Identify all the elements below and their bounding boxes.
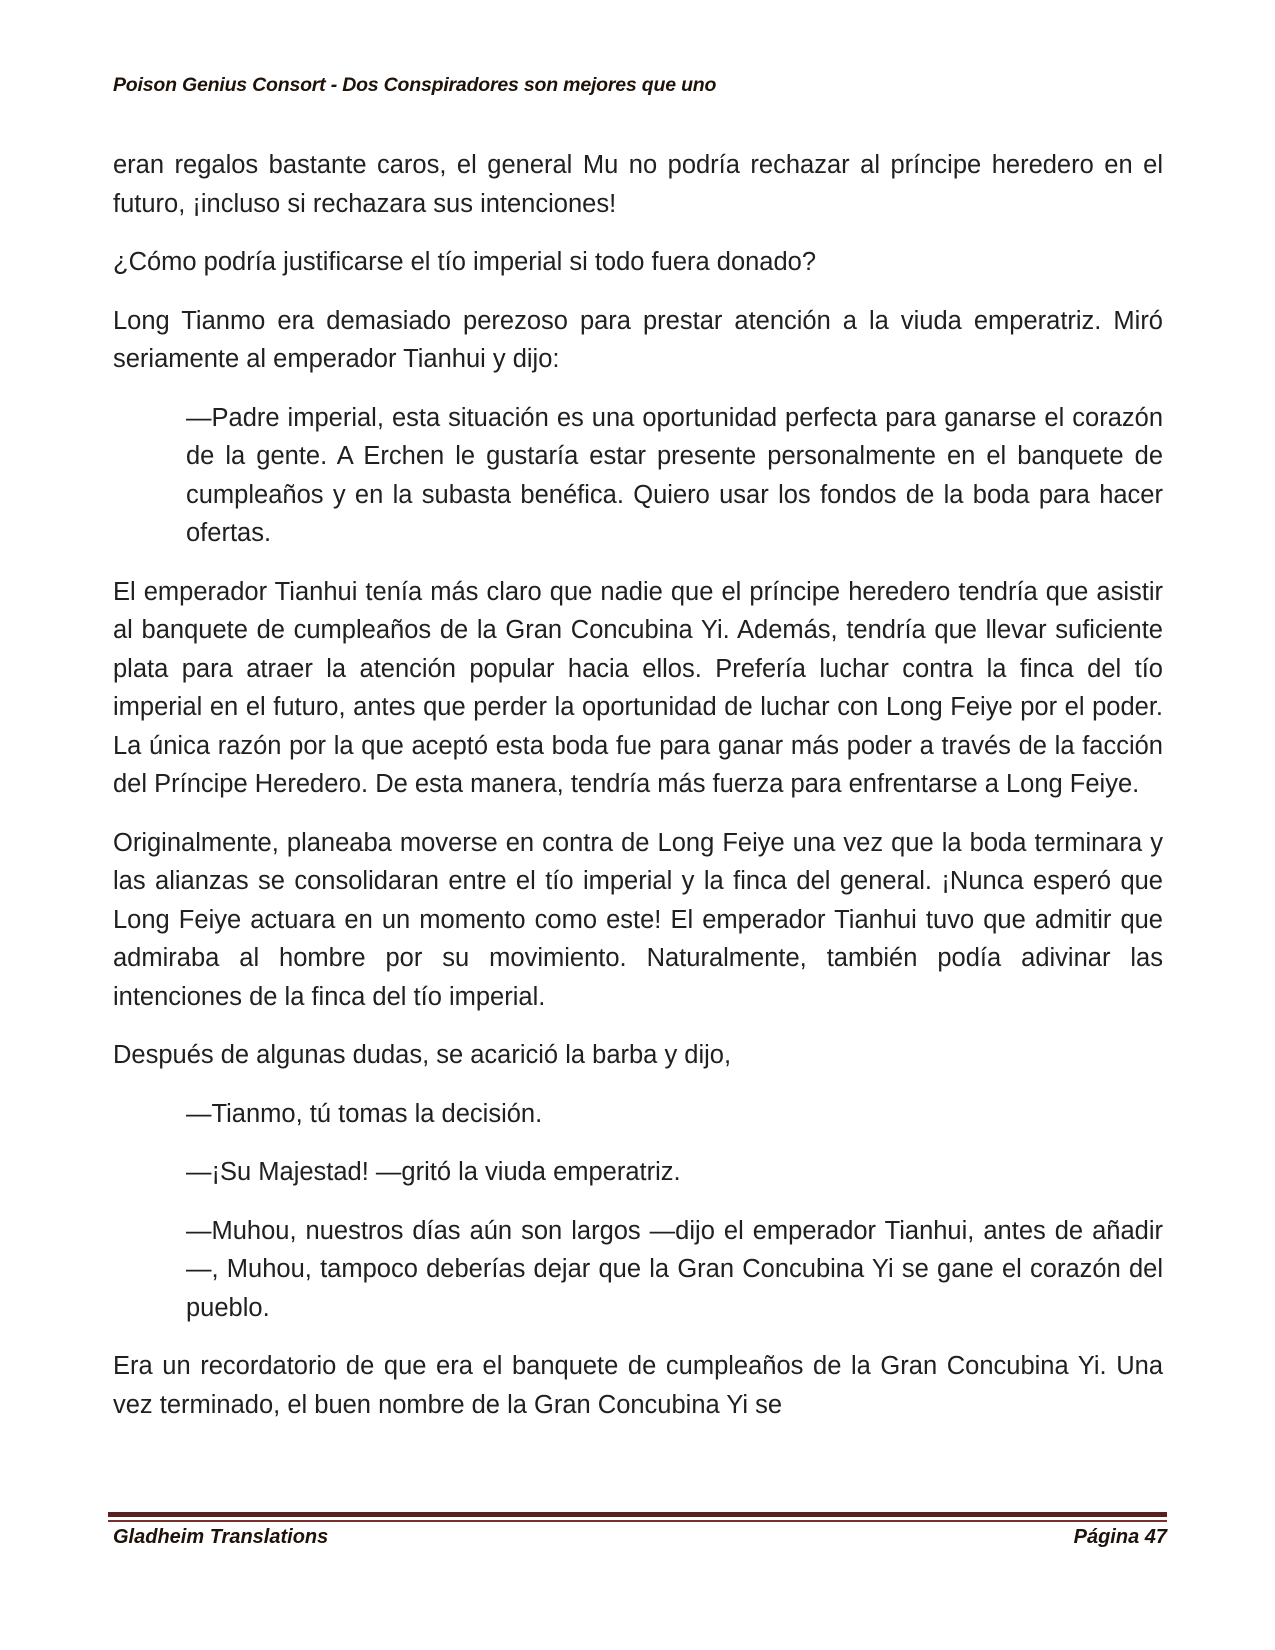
dialogue-paragraph: —Muhou, nuestros días aún son largos —dijo el emperador Tianhui, antes de añadir—, Muhou, tampoco deberías dejar que la Gran Concubina Yi se gane el corazón del pueblo. — [186, 1216, 1163, 1322]
dialogue-paragraph: —Tianmo, tú tomas la decisión. — [186, 1099, 543, 1128]
paragraph: eran regalos bastante caros, el general Mu no podría rechazar al príncipe heredero en el futuro, ¡incluso si rechazara sus intenciones! — [113, 151, 1163, 218]
dialogue-paragraph: —¡Su Majestad! —gritó la viuda emperatriz. — [186, 1158, 681, 1186]
page-body — [113, 146, 1163, 1424]
footer-rule-thick — [108, 1512, 1167, 1517]
dialogue-paragraph: —Padre imperial, esta situación es una oportunidad perfecta para ganarse el corazón de la gente. A Erchen le gustaría estar presente personalmente en el banquete de cumpleaños y en la subasta benéfica. Quiero usar los fondos de la boda para hacer ofertas. — [186, 403, 1163, 547]
footer-page-number: Página 47 — [1073, 1526, 1167, 1548]
paragraph: Después de algunas dudas, se acarició la barba y dijo, — [113, 1041, 732, 1069]
footer-translator: Gladheim Translations — [113, 1526, 329, 1548]
paragraph: Long Tianmo era demasiado perezoso para prestar atención a la viuda emperatriz. Miró seriamente al emperador Tianhui y dijo: — [113, 306, 1163, 373]
footer-rule-thin — [108, 1520, 1167, 1522]
paragraph: ¿Cómo podría justificarse el tío imperial si todo fuera donado? — [113, 248, 817, 276]
paragraph: El emperador Tianhui tenía más claro que nadie que el príncipe heredero tendría que asistir al banquete de cumpleaños de la Gran Concubina Yi. Además, tendría que llevar suficiente plata para atraer la atención popular hacia ellos. Prefería luchar contra la finca del tío imperial en el futuro, antes que perder la oportunidad de luchar con Long Feiye por el poder. La única razón por la que aceptó esta boda fue para ganar más poder a través de la facción del Príncipe Heredero. De esta manera, tendría más fuerza para enfrentarse a Long Feiye. — [113, 577, 1163, 798]
running-header: Poison Genius Consort - Dos Conspiradores son mejores que uno — [113, 74, 717, 96]
paragraph: Era un recordatorio de que era el banquete de cumpleaños de la Gran Concubina Yi. Una vez terminado, el buen nombre de la Gran Concubina Yi se — [113, 1352, 1163, 1419]
paragraph: Originalmente, planeaba moverse en contra de Long Feiye una vez que la boda terminara y las alianzas se consolidaran entre el tío imperial y la finca del general. ¡Nunca esperó que Long Feiye actuara en un momento como este! El emperador Tianhui tuvo que admitir que admiraba al hombre por su movimiento. Naturalmente, también podía adivinar las intenciones de la finca del tío imperial. — [113, 828, 1163, 1011]
